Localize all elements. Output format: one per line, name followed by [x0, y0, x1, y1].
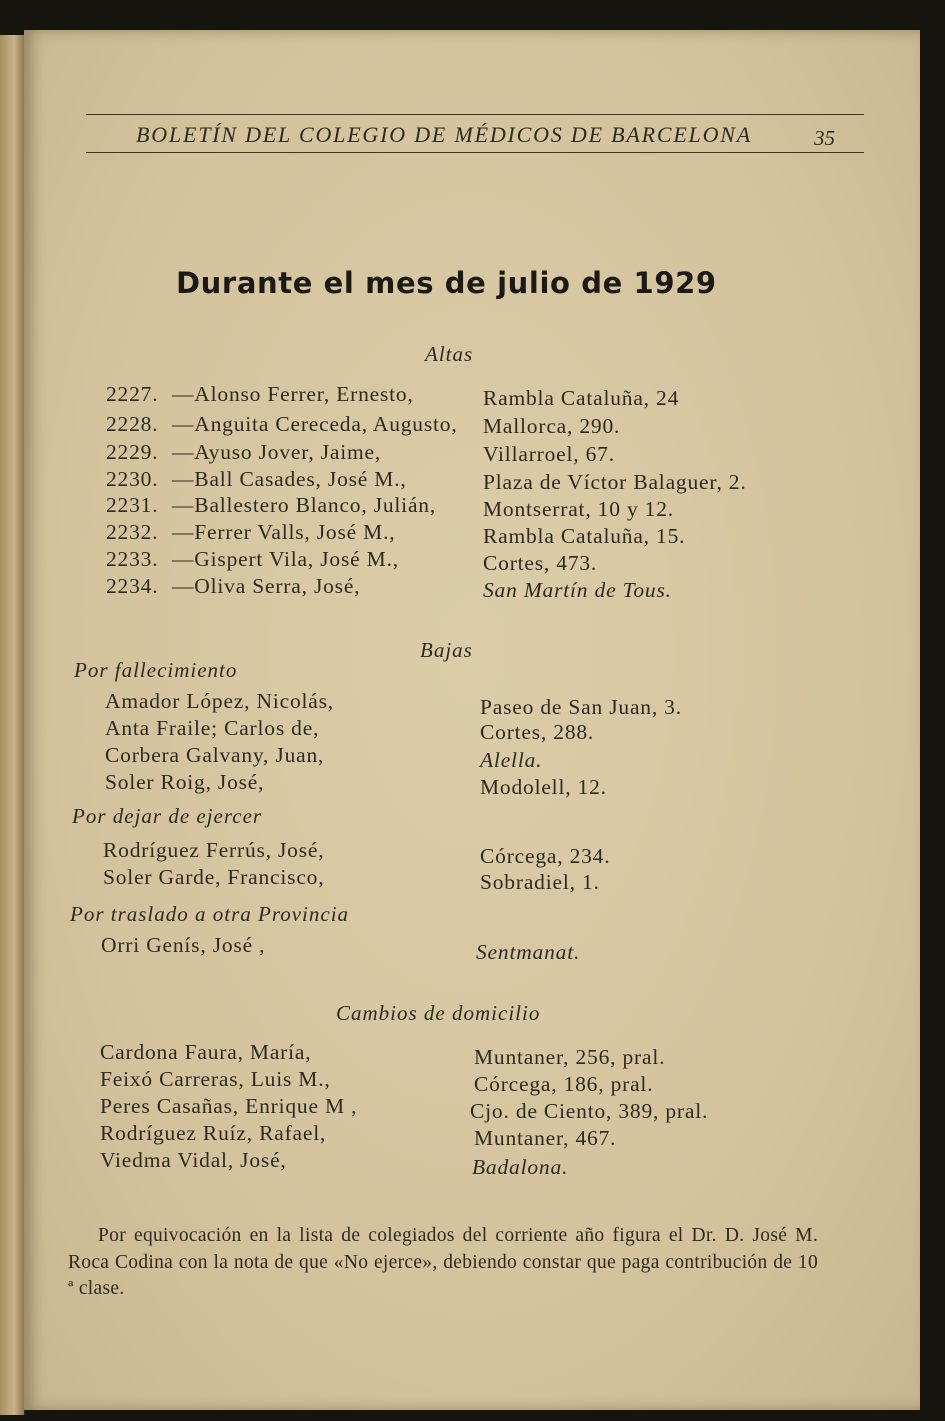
bajas-group-label: Por dejar de ejercer	[72, 804, 263, 828]
erratum-note-text: Por equivocación en la lista de colegiados del corriente año figura el Dr. D. José M. Roca Codina con la nota de que «No ejerce», debiendo constar que paga contribución de 10 ª clase.	[68, 1225, 818, 1299]
bajas-address: Cortes, 288.	[480, 720, 595, 744]
bajas-address: Sobradiel, 1.	[480, 870, 600, 894]
book-page	[24, 30, 920, 1410]
bajas-address: Alella.	[480, 748, 543, 772]
altas-address: Rambla Cataluña, 24	[483, 386, 680, 410]
cambios-name: Peres Casañas, Enrique M ,	[100, 1094, 358, 1118]
cambios-name: Cardona Faura, María,	[100, 1040, 312, 1064]
bajas-name: Anta Fraile; Carlos de,	[105, 716, 320, 740]
page-title: Durante el mes de julio de 1929	[176, 266, 717, 300]
erratum-note	[68, 1223, 818, 1303]
cambios-address: Muntaner, 256, pral.	[474, 1045, 666, 1069]
altas-number: 2227.	[106, 382, 159, 406]
altas-address: Mallorca, 290.	[483, 414, 621, 438]
bajas-address: Modolell, 12.	[480, 775, 607, 799]
bajas-address: Paseo de San Juan, 3.	[480, 695, 682, 719]
altas-address: San Martín de Tous.	[483, 578, 672, 602]
header-bottom-rule	[86, 152, 864, 153]
altas-number: 2228.	[106, 412, 159, 436]
altas-number: 2230.	[106, 467, 159, 491]
altas-name: —Ballestero Blanco, Julián,	[172, 493, 437, 517]
altas-name: —Anguita Cereceda, Augusto,	[172, 412, 458, 436]
bajas-name: Rodríguez Ferrús, José,	[103, 838, 325, 862]
altas-number: 2234.	[106, 574, 159, 598]
altas-number: 2231.	[106, 493, 159, 517]
bajas-name: Amador López, Nicolás,	[105, 689, 334, 713]
bajas-name: Soler Roig, José,	[105, 770, 265, 794]
altas-name: —Ferrer Valls, José M.,	[172, 520, 396, 544]
cambios-name: Feixó Carreras, Luis M.,	[100, 1067, 331, 1091]
bajas-name: Corbera Galvany, Juan,	[105, 743, 325, 767]
section-heading-cambios: Cambios de domicilio	[336, 1001, 541, 1025]
altas-name: —Oliva Serra, José,	[172, 574, 361, 598]
altas-name: —Gispert Vila, José M.,	[172, 547, 399, 571]
section-heading-bajas: Bajas	[420, 638, 473, 662]
bajas-address: Sentmanat.	[476, 940, 581, 964]
bajas-group-label: Por traslado a otra Provincia	[70, 902, 350, 926]
header-top-rule	[86, 114, 864, 115]
running-head: BOLETÍN DEL COLEGIO DE MÉDICOS DE BARCELONA	[136, 122, 752, 147]
cambios-address: Muntaner, 467.	[474, 1126, 617, 1150]
altas-address: Plaza de Víctor Balaguer, 2.	[483, 470, 747, 494]
altas-name: —Alonso Ferrer, Ernesto,	[172, 382, 414, 406]
altas-address: Rambla Cataluña, 15.	[483, 524, 686, 548]
altas-address: Montserrat, 10 y 12.	[483, 497, 674, 521]
bajas-group-label: Por fallecimiento	[74, 658, 238, 682]
section-heading-altas: Altas	[425, 342, 474, 366]
cambios-address: Cjo. de Ciento, 389, pral.	[470, 1099, 709, 1123]
adjacent-page-edge	[0, 35, 26, 1415]
cambios-address: Badalona.	[472, 1155, 569, 1179]
bajas-address: Córcega, 234.	[480, 844, 611, 868]
cambios-name: Rodríguez Ruíz, Rafael,	[100, 1121, 327, 1145]
cambios-address: Córcega, 186, pral.	[474, 1072, 654, 1096]
altas-number: 2232.	[106, 520, 159, 544]
altas-address: Villarroel, 67.	[483, 442, 615, 466]
bajas-name: Orri Genís, José ,	[101, 933, 266, 957]
cambios-name: Viedma Vidal, José,	[100, 1148, 287, 1172]
altas-number: 2229.	[106, 440, 159, 464]
altas-name: —Ayuso Jover, Jaime,	[172, 440, 382, 464]
altas-number: 2233.	[106, 547, 159, 571]
page-number: 35	[814, 126, 835, 150]
bajas-name: Soler Garde, Francisco,	[103, 865, 325, 889]
altas-address: Cortes, 473.	[483, 551, 598, 575]
altas-name: —Ball Casades, José M.,	[172, 467, 407, 491]
